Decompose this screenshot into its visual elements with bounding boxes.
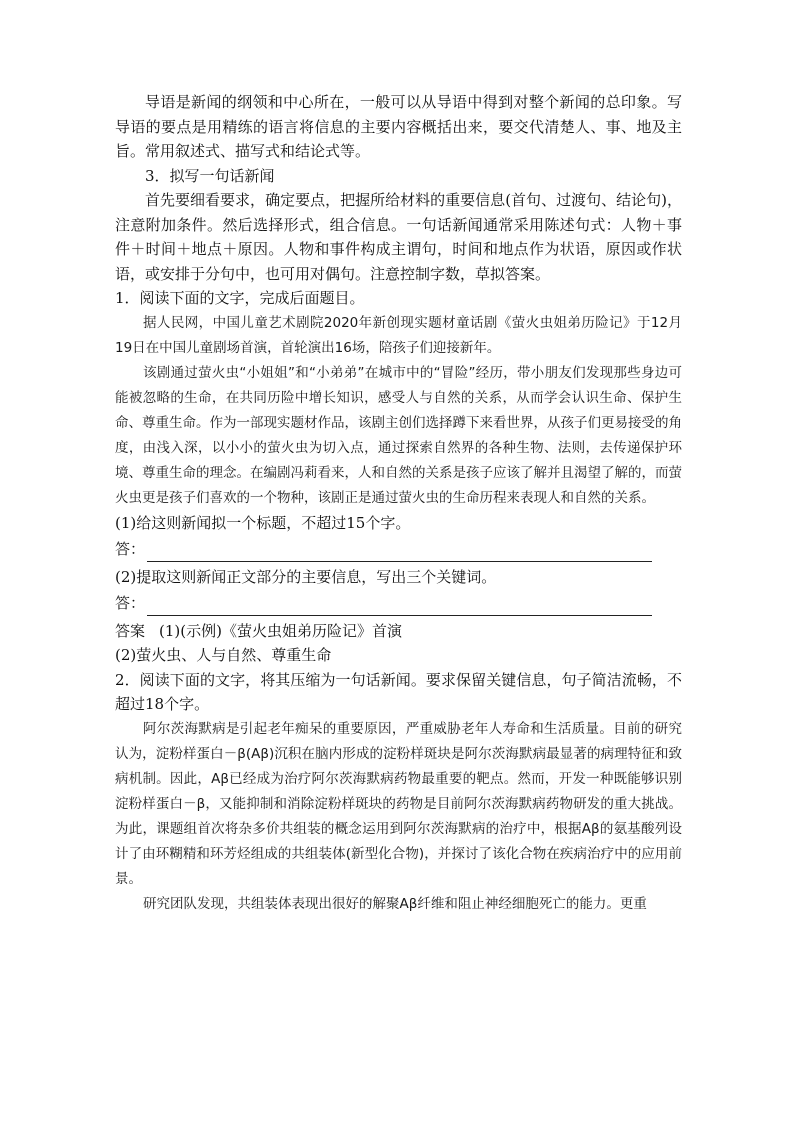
question-2-material-paragraph-1: 阿尔茨海默病是引起老年痴呆的重要原因，严重威胁老年人寿命和生活质量。目前的研究认为，淀粉样蛋白－β(Aβ)沉积在脑内形成的淀粉样斑块是阿尔茨海默病最显著的病理特征和致病机制。因此，Aβ已经成为治疗阿尔茨海默病药物最重要的靶点。然而，开发一种既能够识别淀粉样蛋白－β，又能抑制和消除淀粉样斑块的药物是目前阿尔茨海默病药物研发的重大挑战。为此，课题组首次将杂多价共组装的概念运用到阿尔茨海默病的治疗中，根据Aβ的氨基酸列设计了由环糊精和环芳烃组成的共组装体(新型化合物)，并探讨了该化合物在疾病治疗中的应用前景。 xyxy=(115,720,682,887)
question-1-material-paragraph-2: 该剧通过萤火虫“小姐姐”和“小弟弟”在城市中的“冒险”经历，带小朋友们发现那些身边可能被忽略的生命，在共同历险中增长知识，感受人与自然的关系，从而学会认识生命、保护生命、尊重生命。作为一部现实题材作品，该剧主创们选择蹲下来看世界，从孩子们更易接受的角度，由浅入深，以小小的萤火虫为切入点，通过探索自然界的各种生物、法则，去传递保护环境、尊重生命的理念。在编剧冯莉看来，人和自然的关系是孩子应该了解并且渴望了解的，而萤火虫更是孩子们喜欢的一个物种，该剧正是通过萤火虫的生命历程来表现人和自然的关系。 xyxy=(115,364,682,506)
question-1-sub-2: (2)提取这则新闻正文部分的主要信息，写出三个关键词。 xyxy=(115,567,497,586)
question-2-material-paragraph-2: 研究团队发现，共组装体表现出很好的解聚Aβ纤维和阻止神经细胞死亡的能力。更重 xyxy=(143,895,647,912)
answer-blank[interactable] xyxy=(147,543,652,562)
answer-line-1[interactable] xyxy=(115,537,682,562)
answer-2: (2)萤火虫、人与自然、尊重生命 xyxy=(115,646,332,664)
answer-line-2[interactable] xyxy=(115,591,682,616)
answer-prompt: 答： xyxy=(115,594,146,612)
question-1-material-paragraph-1: 据人民网，中国儿童艺术剧院2020年新创现实题材童话剧《萤火虫姐弟历险记》于12月19日在中国儿童剧场首演，首轮演出16场，陪孩子们迎接新年。 xyxy=(115,314,682,356)
answer-1-text: (1)(示例)《萤火虫姐弟历险记》首演 xyxy=(159,621,402,640)
question-1-title: 1．阅读下面的文字，完成后面题目。 xyxy=(115,289,365,307)
answer-prompt: 答： xyxy=(115,540,146,558)
answer-1 xyxy=(115,619,682,644)
question-2-title: 2．阅读下面的文字，将其压缩为一句话新闻。要求保留关键信息，句子简洁流畅，不超过18个字。 xyxy=(115,670,682,713)
answer-label: 答案 xyxy=(115,621,146,640)
intro-paragraph-method: 首先要细看要求，确定要点，把握所给材料的重要信息(首句、过渡句、结论句)，注意附加条件。然后选择形式，组合信息。一句话新闻通常采用陈述句式：人物＋事件＋时间＋地点＋原因。人物和事件构成主谓句，时间和地点作为状语，原因或作状语，或安排于分句中，也可用对偶句。注意控制字数，草拟答案。 xyxy=(115,191,682,283)
intro-paragraph-lead: 导语是新闻的纲领和中心所在，一般可以从导语中得到对整个新闻的总印象。写导语的要点是用精练的语言将信息的主要内容概括出来，要交代清楚人、事、地及主旨。常用叙述式、描写式和结论式等。 xyxy=(115,93,682,160)
answer-blank[interactable] xyxy=(147,597,652,616)
section-heading-one-sentence-news: 3．拟写一句话新闻 xyxy=(145,166,275,185)
question-1-sub-1: (1)给这则新闻拟一个标题，不超过15个字。 xyxy=(115,513,411,532)
